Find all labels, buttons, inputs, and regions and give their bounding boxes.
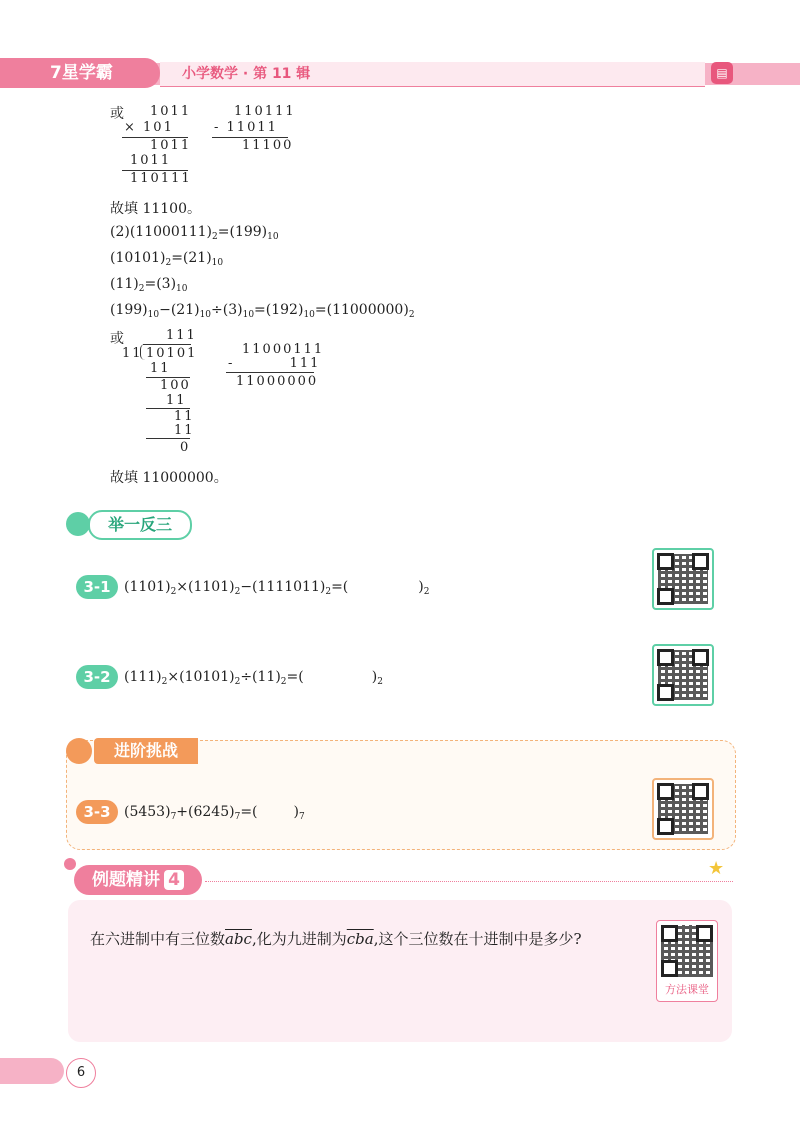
example-title: 例题精讲 4 <box>74 865 202 895</box>
work1-prefix: 或 <box>110 106 124 122</box>
work2-step3: 11 <box>166 393 187 408</box>
example-question: 在六进制中有三位数$\overline{abc}$,化为九进制为$\overline{cba}$,这个三位数在十进制中是多少? <box>90 930 582 948</box>
example-dot <box>64 858 76 870</box>
qr-code-33[interactable] <box>652 778 714 840</box>
division-bracket <box>140 344 145 360</box>
q31-tag: 3-1 <box>76 575 118 599</box>
work1-sub-row3: 11100 <box>242 138 294 153</box>
line-3: $(10101)_2=(21)_{10}$ <box>110 250 224 268</box>
work2-step2: 100 <box>160 378 191 393</box>
work2-step4: 11 <box>174 409 195 424</box>
work1-mul-row3: 1011 <box>150 138 192 153</box>
work1-sub-row1: 110111 <box>234 104 296 119</box>
book-icon: ▤ <box>711 62 733 84</box>
brand-logo: 7星学霸 <box>0 58 160 88</box>
work2-prefix: 或 <box>110 331 124 347</box>
fill2-text: 故填 11000000。 <box>110 470 228 486</box>
pencil-icon <box>66 512 90 536</box>
line-4: $(11)_2=(3)_{10}$ <box>110 276 188 294</box>
advanced-title: 进阶挑战 <box>94 738 198 764</box>
work2-step5: 11 <box>174 423 195 438</box>
work2-divisor: 11 <box>122 346 143 361</box>
q32-text: $(111)_2\times(10101)_2\div(11)_2=$( )$_2$ <box>124 669 383 687</box>
footer-band <box>0 1058 64 1084</box>
q31-text: $(1101)_2\times(1101)_2-(1111011)_2=$( )$_2$ <box>124 579 430 597</box>
star-icon: ★ <box>708 858 725 879</box>
qr-code-31[interactable] <box>652 548 714 610</box>
work2-step1: 11 <box>150 361 171 376</box>
work1-mul-row5: 110111 <box>130 171 192 186</box>
work2-sub-row3: 11000000 <box>236 374 319 389</box>
q32-tag: 3-2 <box>76 665 118 689</box>
work2-step6: 0 <box>180 440 191 455</box>
line-5: $(199)_{10}-(21)_{10}\div(3)_{10}=(192)_{10}=(11000000)_2$ <box>110 302 415 320</box>
qr-code-32[interactable] <box>652 644 714 706</box>
work1-sub-row2: - 11011 <box>214 120 278 135</box>
work2-dividend: 10101 <box>146 346 198 361</box>
work1-mul-row2: × 101 <box>124 120 174 135</box>
method-qr-card[interactable] <box>656 920 718 1002</box>
q33-tag: 3-3 <box>76 800 118 824</box>
magnifier-icon <box>66 738 92 764</box>
work1-mul-row1: 1011 <box>150 104 192 119</box>
page-number: 6 <box>66 1058 96 1088</box>
header-title: 小学数学 · 第 11 辑 <box>182 66 311 82</box>
qr-caption: 方法课堂 <box>665 983 709 996</box>
example-box <box>68 900 732 1042</box>
work2-sub-row1: 11000111 <box>242 342 325 357</box>
fill1-text: 故填 11100。 <box>110 201 201 217</box>
work1-mul-row4: 1011 <box>130 153 172 168</box>
line-2: $(2)(11000111)_2=(199)_{10}$ <box>110 224 279 242</box>
q33-text: $(5453)_7+(6245)_7=$( )$_7$ <box>124 804 305 822</box>
section-title: 举一反三 <box>88 510 192 540</box>
example-dotted-line <box>205 881 733 882</box>
work2-sub-row2: - 111 <box>228 356 321 371</box>
work2-quotient: 111 <box>166 328 197 343</box>
